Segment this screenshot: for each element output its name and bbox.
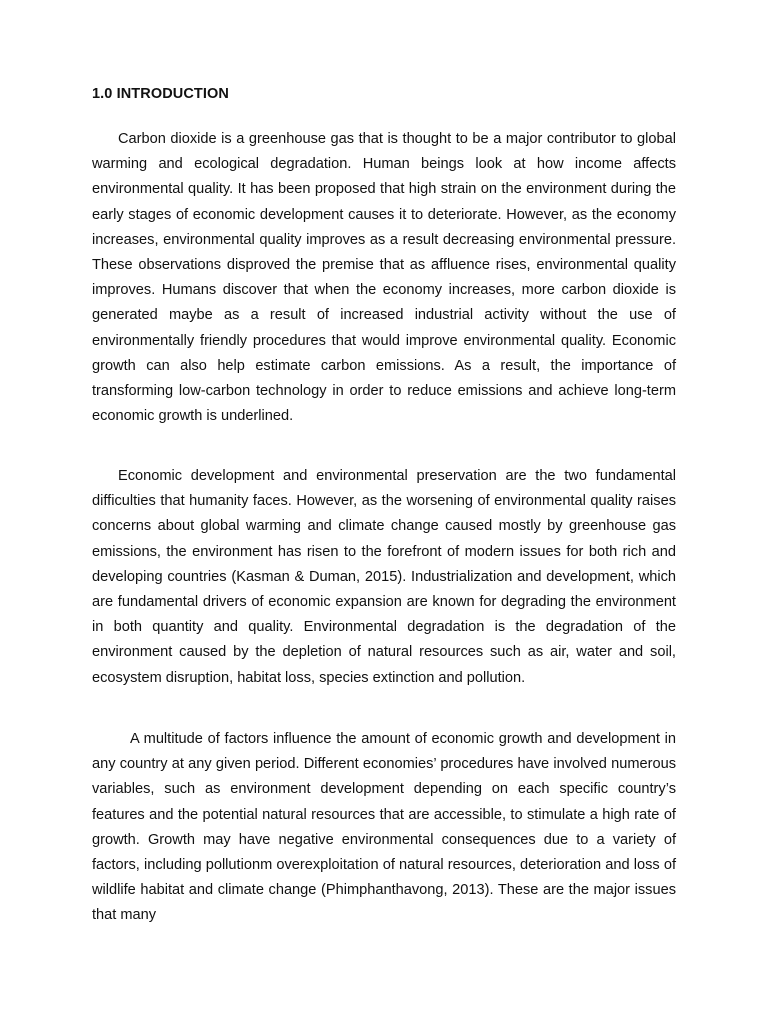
paragraph-1: Carbon dioxide is a greenhouse gas that is thought to be a major contributor to global warming and ecological degradation. Human beings look at how income affects environmental quality. It has been proposed that high strain on the environment during the early stages of economic development causes it to deteriorate. However, as the economy increases, environmental quality improves as a result decreasing environmental pressure. These observations disproved the premise that as affluence rises, environmental quality improves. Humans discover that when the economy increases, more carbon dioxide is generated maybe as a result of increased industrial activity without the use of environmentally friendly procedures that would improve environmental quality. Economic growth can also help estimate carbon emissions. As a result, the importance of transforming low-carbon technology in order to reduce emissions and achieve long-term economic growth is underlined. — [92, 131, 676, 425]
section-heading: 1.0 INTRODUCTION — [92, 86, 229, 102]
paragraph-3: A multitude of factors influence the amount of economic growth and development in any country at any given period. Different economies’ procedures have involved numerous variables, such as environment development depending on each specific country’s features and the potential natural resources that are accessible, to stimulate a high rate of growth. Growth may have negative environmental consequences due to a variety of factors, including pollutionm overexploitation of natural resources, deterioration and loss of wildlife habitat and climate change (Phimphanthavong, 2013). These are the major issues that many — [92, 731, 676, 924]
document-page — [92, 0, 676, 1024]
paragraph-2: Economic development and environmental preservation are the two fundamental difficulties that humanity faces. However, as the worsening of environmental quality raises concerns about global warming and climate change caused mostly by greenhouse gas emissions, the environment has risen to the forefront of modern issues for both rich and developing countries (Kasman & Duman, 2015). Industrialization and development, which are fundamental drivers of economic expansion are known for degrading the environment in both quantity and quality. Environmental degradation is the degradation of the environment caused by the depletion of natural resources such as air, water and soil, ecosystem disruption, habitat loss, species extinction and pollution. — [92, 468, 676, 686]
